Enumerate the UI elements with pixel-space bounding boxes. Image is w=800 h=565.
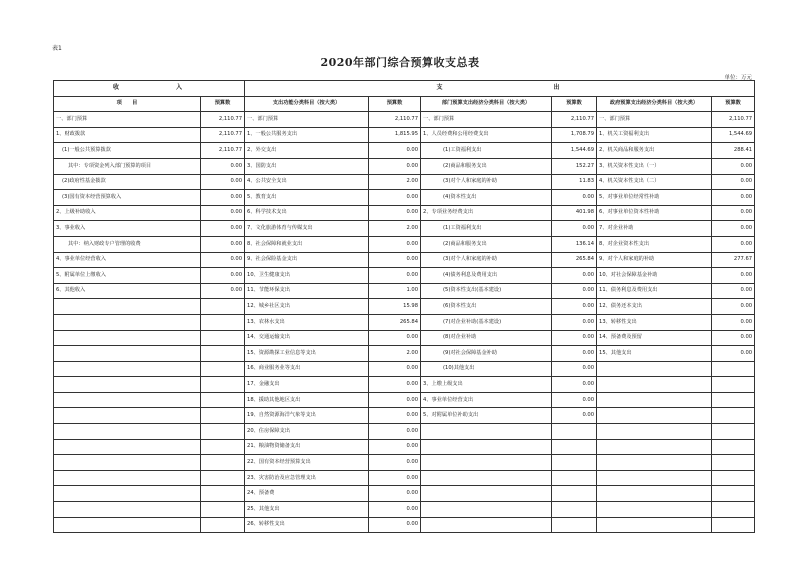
amount-cell [201, 392, 245, 408]
item-cell: 1、机关工资福利支出 [597, 127, 712, 143]
amount-cell: 0.00 [369, 377, 421, 393]
amount-cell: 0.00 [201, 236, 245, 252]
item-cell: (4)债务利息及费用支出 [421, 268, 552, 284]
amount-cell [201, 517, 245, 533]
page-title: 2020年部门综合预算收支总表 [320, 56, 480, 69]
amount-cell: 0.00 [201, 252, 245, 268]
amount-cell [712, 377, 755, 393]
item-cell: 15、其他支出 [597, 346, 712, 362]
amount-cell: 0.00 [369, 408, 421, 424]
item-cell: 14、预备费及预留 [597, 330, 712, 346]
amount-cell [712, 455, 755, 471]
column-header: 预算数 [369, 96, 421, 112]
amount-cell: 0.00 [552, 221, 597, 237]
item-cell [54, 470, 201, 486]
table-row [54, 455, 755, 471]
table-row [54, 158, 755, 174]
amount-cell: 0.00 [369, 470, 421, 486]
item-cell [597, 439, 712, 455]
item-cell: 6、科学技术支出 [245, 205, 369, 221]
amount-cell: 0.00 [552, 299, 597, 315]
item-cell: (3)国有资本经营预算收入 [54, 190, 201, 206]
amount-cell: 0.00 [369, 486, 421, 502]
amount-cell [712, 470, 755, 486]
amount-cell: 265.84 [552, 252, 597, 268]
item-cell [54, 455, 201, 471]
amount-cell [712, 486, 755, 502]
item-cell: 24、预备费 [245, 486, 369, 502]
column-header: 项 目 [54, 96, 201, 112]
income-group-header: 收 入 [54, 81, 245, 97]
item-cell [421, 470, 552, 486]
amount-cell [552, 470, 597, 486]
item-cell: 10、卫生健康支出 [245, 268, 369, 284]
item-cell: 11、节能环保支出 [245, 283, 369, 299]
amount-cell: 152.27 [552, 158, 597, 174]
item-cell: (3)对个人和家庭的补助 [421, 174, 552, 190]
item-cell: (4)资本性支出 [421, 190, 552, 206]
amount-cell [201, 299, 245, 315]
amount-cell [552, 502, 597, 518]
item-cell [597, 377, 712, 393]
amount-cell: 0.00 [552, 190, 597, 206]
item-cell [597, 408, 712, 424]
table-row [54, 283, 755, 299]
amount-cell: 0.00 [369, 236, 421, 252]
item-cell: 17、金融支出 [245, 377, 369, 393]
amount-cell [201, 314, 245, 330]
item-cell: 一、部门预算 [245, 112, 369, 128]
amount-cell: 0.00 [369, 424, 421, 440]
item-cell: 4、事业单位经营支出 [421, 392, 552, 408]
amount-cell: 1,815.95 [369, 127, 421, 143]
item-cell: 16、商业服务业等支出 [245, 361, 369, 377]
item-cell: 一、部门预算 [54, 112, 201, 128]
table-row [54, 127, 755, 143]
table-row [54, 408, 755, 424]
item-cell: 12、城乡社区支出 [245, 299, 369, 315]
item-cell: 2、上级补助收入 [54, 205, 201, 221]
item-cell [597, 470, 712, 486]
item-cell: 1、财政拨款 [54, 127, 201, 143]
amount-cell: 136.14 [552, 236, 597, 252]
amount-cell [712, 517, 755, 533]
amount-cell: 2,110.77 [201, 127, 245, 143]
amount-cell [201, 486, 245, 502]
amount-cell [552, 517, 597, 533]
item-cell: 4、公共安全支出 [245, 174, 369, 190]
item-cell: 3、国防支出 [245, 158, 369, 174]
item-cell: (2)商品和服务支出 [421, 236, 552, 252]
amount-cell: 0.00 [369, 455, 421, 471]
amount-cell [201, 361, 245, 377]
amount-cell: 0.00 [369, 439, 421, 455]
amount-cell: 0.00 [712, 174, 755, 190]
amount-cell [201, 455, 245, 471]
table-row [54, 205, 755, 221]
table-row [54, 174, 755, 190]
table-row [54, 268, 755, 284]
item-cell: (10)其他支出 [421, 361, 552, 377]
amount-cell: 2,110.77 [201, 112, 245, 128]
amount-cell [712, 392, 755, 408]
amount-cell: 0.00 [201, 205, 245, 221]
expense-group-header: 支 出 [245, 81, 755, 97]
item-cell [597, 517, 712, 533]
amount-cell: 265.84 [369, 314, 421, 330]
item-cell [421, 517, 552, 533]
item-cell: 5、对附属单位补助支出 [421, 408, 552, 424]
amount-cell: 0.00 [552, 283, 597, 299]
table-row [54, 361, 755, 377]
table-row [54, 346, 755, 362]
table-row [54, 314, 755, 330]
item-cell: 1、人员经费和公用经费支出 [421, 127, 552, 143]
column-header-row [54, 96, 755, 112]
amount-cell [712, 361, 755, 377]
item-cell: (6)资本性支出 [421, 299, 552, 315]
item-cell: 21、粮油物资储备支出 [245, 439, 369, 455]
item-cell: (2)政府性基金拨款 [54, 174, 201, 190]
amount-cell [201, 502, 245, 518]
amount-cell: 0.00 [712, 221, 755, 237]
item-cell: 1、一般公共服务支出 [245, 127, 369, 143]
amount-cell [552, 439, 597, 455]
amount-cell: 1,708.79 [552, 127, 597, 143]
table-row [54, 252, 755, 268]
item-cell: 25、其他支出 [245, 502, 369, 518]
item-cell: 3、上缴上级支出 [421, 377, 552, 393]
amount-cell: 0.00 [369, 517, 421, 533]
amount-cell: 11.83 [552, 174, 597, 190]
item-cell [421, 439, 552, 455]
item-cell: 9、社会保险基金支出 [245, 252, 369, 268]
item-cell [421, 424, 552, 440]
amount-cell: 0.00 [712, 158, 755, 174]
amount-cell: 0.00 [712, 283, 755, 299]
amount-cell [201, 408, 245, 424]
amount-cell: 288.41 [712, 143, 755, 159]
item-cell: 2、机关商品和服务支出 [597, 143, 712, 159]
item-cell [54, 361, 201, 377]
group-header-row [54, 81, 755, 97]
column-header: 预算数 [201, 96, 245, 112]
amount-cell: 0.00 [201, 221, 245, 237]
item-cell: 一、部门预算 [597, 112, 712, 128]
item-cell: 5、附属单位上缴收入 [54, 268, 201, 284]
item-cell [54, 330, 201, 346]
item-cell: 3、事业收入 [54, 221, 201, 237]
item-cell [54, 486, 201, 502]
item-cell [54, 299, 201, 315]
amount-cell: 0.00 [552, 330, 597, 346]
table-row [54, 190, 755, 206]
item-cell: 6、对事业单位资本性补助 [597, 205, 712, 221]
amount-cell: 0.00 [712, 299, 755, 315]
amount-cell: 0.00 [712, 346, 755, 362]
amount-cell: 0.00 [712, 190, 755, 206]
table-row [54, 517, 755, 533]
item-cell: 18、援助其他地区支出 [245, 392, 369, 408]
amount-cell [201, 439, 245, 455]
table-row [54, 424, 755, 440]
item-cell [421, 486, 552, 502]
item-cell: (5)资本性支出(基本建设) [421, 283, 552, 299]
amount-cell: 0.00 [369, 205, 421, 221]
item-cell: 13、农林水支出 [245, 314, 369, 330]
item-cell: 26、转移性支出 [245, 517, 369, 533]
table-row [54, 236, 755, 252]
amount-cell: 0.00 [369, 268, 421, 284]
item-cell: 12、债务还本支出 [597, 299, 712, 315]
amount-cell: 277.67 [712, 252, 755, 268]
amount-cell [552, 424, 597, 440]
item-cell: 5、教育支出 [245, 190, 369, 206]
item-cell: 10、对社会保障基金补助 [597, 268, 712, 284]
item-cell [597, 455, 712, 471]
table-number-label: 表1 [52, 45, 62, 52]
amount-cell: 2,110.77 [369, 112, 421, 128]
table-row [54, 439, 755, 455]
item-cell: 8、社会保障和就业支出 [245, 236, 369, 252]
item-cell: 2、外交支出 [245, 143, 369, 159]
amount-cell [552, 455, 597, 471]
item-cell: 4、事业单位经营收入 [54, 252, 201, 268]
item-cell: 3、机关资本性支出（一） [597, 158, 712, 174]
amount-cell: 0.00 [201, 190, 245, 206]
item-cell [54, 408, 201, 424]
table-row [54, 112, 755, 128]
item-cell [421, 455, 552, 471]
amount-cell: 1.00 [369, 283, 421, 299]
table-row [54, 392, 755, 408]
amount-cell: 0.00 [369, 330, 421, 346]
amount-cell [201, 424, 245, 440]
item-cell: 其中：纳入财政专户管理的收费 [54, 236, 201, 252]
amount-cell: 0.00 [369, 392, 421, 408]
amount-cell: 0.00 [369, 158, 421, 174]
column-header: 部门预算支出经济分类科目（按大类） [421, 96, 552, 112]
item-cell: (1)工资福利支出 [421, 221, 552, 237]
amount-cell: 0.00 [369, 190, 421, 206]
item-cell: 其中：专项资金列入部门预算的项目 [54, 158, 201, 174]
item-cell [597, 361, 712, 377]
amount-cell [712, 424, 755, 440]
item-cell [54, 392, 201, 408]
item-cell [421, 502, 552, 518]
amount-cell: 2,110.77 [201, 143, 245, 159]
amount-cell: 2.00 [369, 221, 421, 237]
table-row [54, 143, 755, 159]
item-cell [54, 439, 201, 455]
item-cell: 6、其他收入 [54, 283, 201, 299]
amount-cell: 0.00 [712, 205, 755, 221]
amount-cell: 0.00 [201, 158, 245, 174]
item-cell [54, 377, 201, 393]
amount-cell: 0.00 [201, 283, 245, 299]
amount-cell: 0.00 [552, 408, 597, 424]
item-cell: 22、国有资本经营预算支出 [245, 455, 369, 471]
budget-summary-table [53, 80, 755, 533]
amount-cell [201, 330, 245, 346]
amount-cell: 2.00 [369, 174, 421, 190]
amount-cell: 2,110.77 [712, 112, 755, 128]
column-header: 预算数 [552, 96, 597, 112]
amount-cell: 0.00 [201, 174, 245, 190]
item-cell: (7)对企业补助(基本建设) [421, 314, 552, 330]
table-row [54, 221, 755, 237]
amount-cell: 0.00 [712, 236, 755, 252]
item-cell: (1)工资福利支出 [421, 143, 552, 159]
item-cell [54, 314, 201, 330]
amount-cell: 0.00 [369, 143, 421, 159]
item-cell [597, 392, 712, 408]
item-cell [54, 424, 201, 440]
item-cell: 7、文化旅游体育与传媒支出 [245, 221, 369, 237]
item-cell: 8、对企业资本性支出 [597, 236, 712, 252]
amount-cell [552, 486, 597, 502]
table-body [54, 112, 755, 533]
item-cell: (3)对个人和家庭的补助 [421, 252, 552, 268]
item-cell: 19、自然资源海洋气象等支出 [245, 408, 369, 424]
amount-cell: 0.00 [552, 268, 597, 284]
item-cell: (2)商品和服务支出 [421, 158, 552, 174]
item-cell [597, 424, 712, 440]
amount-cell: 0.00 [712, 330, 755, 346]
amount-cell: 1,544.69 [552, 143, 597, 159]
amount-cell: 0.00 [369, 502, 421, 518]
amount-cell: 2,110.77 [552, 112, 597, 128]
amount-cell: 0.00 [369, 252, 421, 268]
item-cell: 20、住房保障支出 [245, 424, 369, 440]
table-row [54, 486, 755, 502]
item-cell: 2、专项业务经费支出 [421, 205, 552, 221]
amount-cell [712, 502, 755, 518]
column-header: 政府预算支出经济分类科目（按大类） [597, 96, 712, 112]
item-cell: 9、对个人和家庭的补助 [597, 252, 712, 268]
amount-cell: 0.00 [552, 361, 597, 377]
table-row [54, 470, 755, 486]
item-cell: 11、债务利息及费用支出 [597, 283, 712, 299]
amount-cell: 0.00 [712, 314, 755, 330]
item-cell [54, 517, 201, 533]
amount-cell: 0.00 [552, 346, 597, 362]
table-row [54, 299, 755, 315]
amount-cell [712, 439, 755, 455]
item-cell: 4、机关资本性支出（二） [597, 174, 712, 190]
item-cell: 15、资源勘探工业信息等支出 [245, 346, 369, 362]
table-row [54, 502, 755, 518]
item-cell: 23、灾害防治及应急管理支出 [245, 470, 369, 486]
item-cell [54, 346, 201, 362]
item-cell: 一、部门预算 [421, 112, 552, 128]
item-cell [597, 502, 712, 518]
table-row [54, 377, 755, 393]
item-cell [597, 486, 712, 502]
item-cell: 13、转移性支出 [597, 314, 712, 330]
item-cell [54, 502, 201, 518]
item-cell: (1)一般公共预算拨款 [54, 143, 201, 159]
amount-cell: 0.00 [201, 268, 245, 284]
amount-cell: 0.00 [552, 314, 597, 330]
amount-cell: 0.00 [712, 268, 755, 284]
amount-cell: 1,544.69 [712, 127, 755, 143]
column-header: 预算数 [712, 96, 755, 112]
amount-cell: 15.98 [369, 299, 421, 315]
amount-cell [201, 377, 245, 393]
amount-cell [201, 470, 245, 486]
table-row [54, 330, 755, 346]
amount-cell: 0.00 [552, 392, 597, 408]
item-cell: 7、对企业补助 [597, 221, 712, 237]
amount-cell [712, 408, 755, 424]
amount-cell: 0.00 [369, 361, 421, 377]
item-cell: 14、交通运输支出 [245, 330, 369, 346]
amount-cell: 2.00 [369, 346, 421, 362]
item-cell: 5、对事业单位经常性补助 [597, 190, 712, 206]
item-cell: (9)对社会保障基金补助 [421, 346, 552, 362]
item-cell: (8)对企业补助 [421, 330, 552, 346]
column-header: 支出功能分类科目（按大类） [245, 96, 369, 112]
amount-cell: 0.00 [552, 377, 597, 393]
unit-label: 单位：万元 [724, 75, 752, 81]
amount-cell: 401.98 [552, 205, 597, 221]
amount-cell [201, 346, 245, 362]
